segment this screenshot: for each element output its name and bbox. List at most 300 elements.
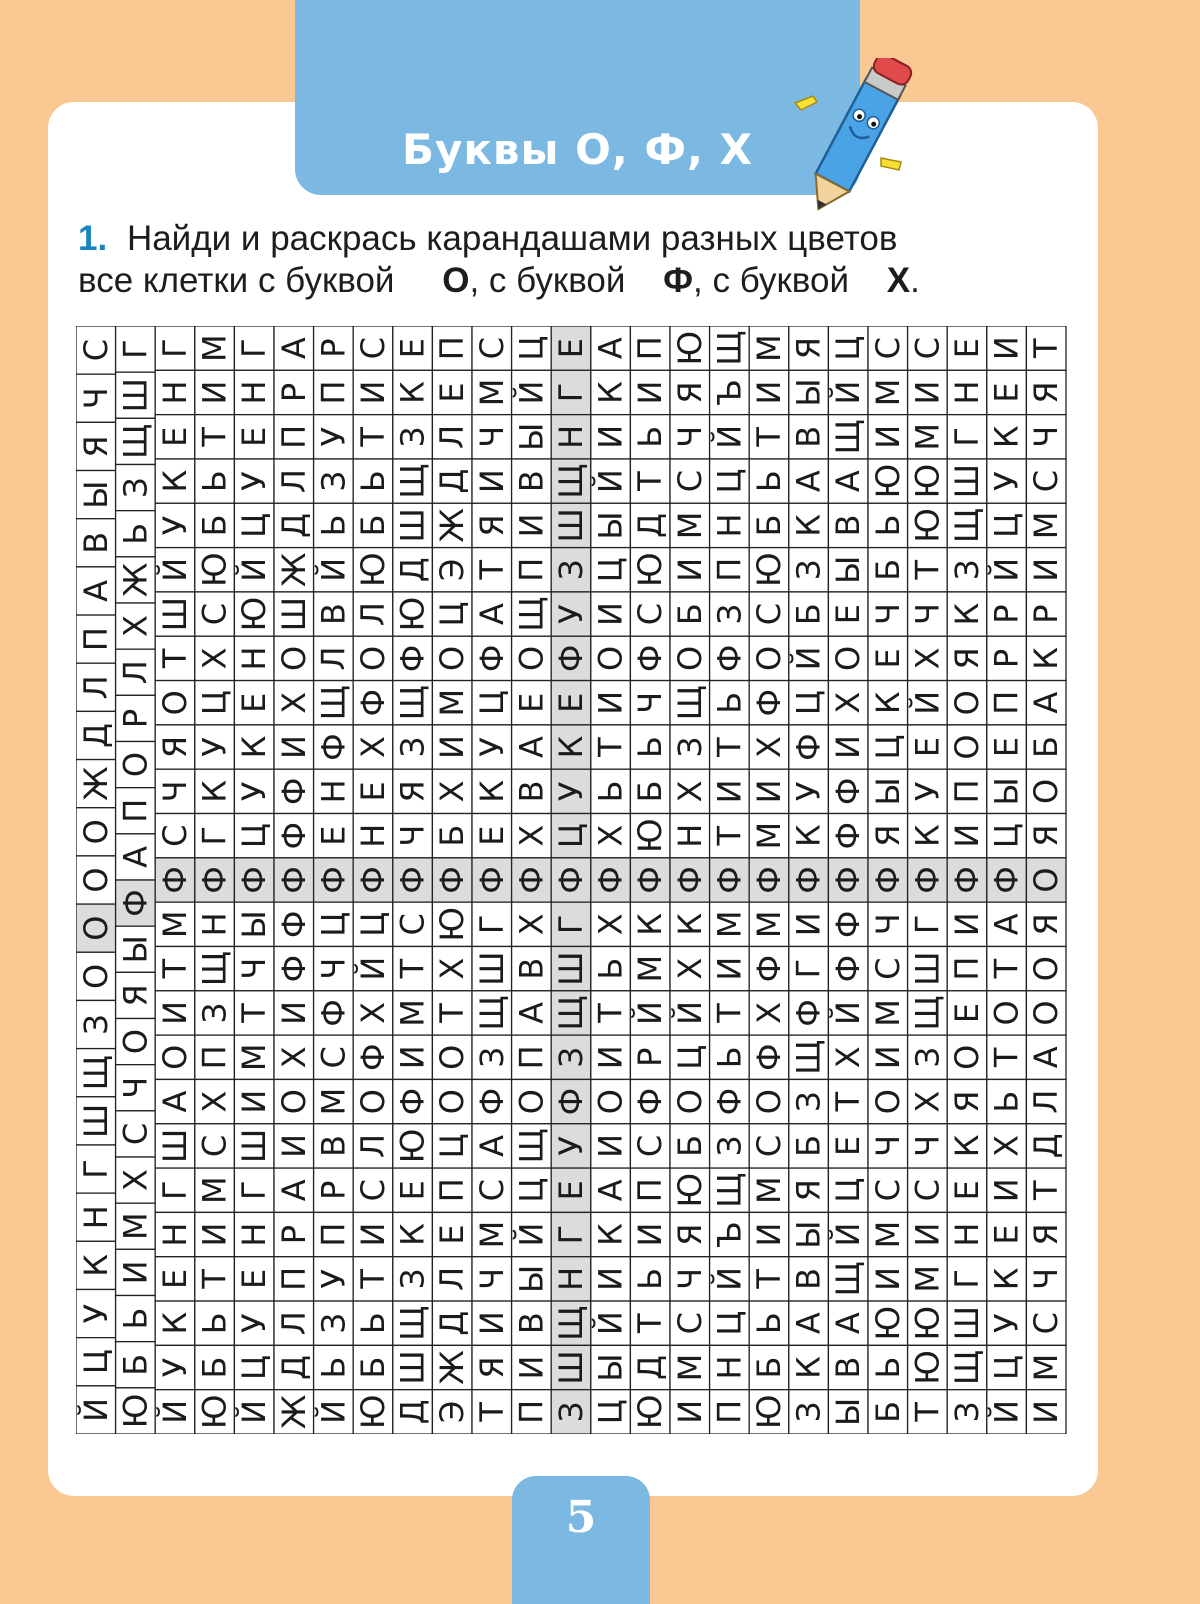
grid-letter: Ф: [116, 889, 155, 917]
grid-letter: О: [116, 1028, 155, 1055]
grid-letter: У: [908, 781, 947, 802]
grid-letter: П: [948, 956, 986, 981]
grid-letter: Ц: [710, 468, 749, 494]
grid-letter: Ю: [670, 1172, 709, 1208]
grid-letter: Й: [354, 956, 392, 981]
grid-letter: И: [631, 1222, 670, 1247]
grid-letter: А: [512, 1002, 551, 1024]
grid-letter: У: [314, 1269, 353, 1289]
grid-letter: З: [908, 1047, 947, 1068]
grid-letter: Й: [670, 1000, 709, 1025]
grid-letter: Ш: [156, 596, 194, 632]
grid-letter: И: [591, 424, 630, 449]
grid-letter: А: [472, 603, 511, 626]
grid-letter: Б: [670, 1134, 709, 1157]
grid-letter: Т: [750, 427, 788, 447]
grid-letter: Ф: [710, 866, 749, 894]
grid-letter: Т: [710, 1003, 749, 1023]
grid-letter: Е: [156, 1268, 194, 1289]
grid-letter: Н: [314, 779, 353, 804]
grid-letter: Т: [908, 559, 947, 580]
grid-letter: Ц: [987, 513, 1026, 538]
grid-letter: Ж: [76, 766, 115, 801]
grid-letter: Е: [829, 603, 868, 625]
grid-letter: К: [1027, 647, 1066, 670]
grid-letter: Н: [76, 1205, 115, 1230]
grid-letter: Щ: [393, 685, 432, 721]
grid-letter: И: [987, 1178, 1026, 1203]
grid-letter: С: [750, 602, 788, 626]
grid-letter: Ц: [710, 1310, 749, 1336]
grid-letter: М: [710, 910, 749, 939]
grid-letter: Й: [591, 1311, 630, 1336]
grid-letter: Ц: [829, 1177, 868, 1203]
task-separator-1: , с буквой: [469, 261, 626, 300]
grid-letter: А: [591, 337, 630, 360]
grid-letter: Ы: [789, 1220, 828, 1249]
grid-letter: Ь: [314, 1356, 353, 1379]
grid-letter: Х: [591, 913, 630, 936]
page-title: Буквы О, Ф, Х: [402, 125, 753, 174]
grid-letter: Г: [156, 1180, 194, 1200]
grid-letter: Ш: [472, 951, 511, 986]
grid-letter: К: [868, 691, 907, 715]
grid-letter: Ь: [195, 470, 234, 493]
grid-letter: Ь: [987, 1090, 1026, 1113]
grid-letter: Н: [948, 380, 986, 405]
grid-letter: С: [631, 602, 670, 626]
grid-letter: П: [631, 336, 670, 361]
grid-letter: Г: [235, 338, 274, 358]
grid-letter: Д: [393, 1399, 432, 1425]
grid-letter: Х: [195, 647, 234, 670]
grid-letter: Т: [631, 471, 670, 491]
grid-letter: Н: [156, 1222, 194, 1247]
grid-letter: И: [750, 380, 788, 405]
grid-letter: Й: [987, 1399, 1026, 1424]
grid-letter: Й: [156, 557, 195, 582]
grid-letter: О: [1027, 778, 1066, 804]
grid-letter: З: [393, 736, 432, 758]
grid-letter: И: [868, 424, 907, 449]
grid-letter: Ф: [750, 866, 788, 894]
grid-letter: Х: [829, 691, 868, 714]
grid-letter: Щ: [76, 1055, 115, 1091]
grid-letter: П: [948, 779, 986, 804]
grid-letter: И: [631, 380, 670, 405]
grid-letter: Б: [789, 603, 828, 626]
grid-letter: Х: [750, 1001, 788, 1024]
grid-letter: Д: [433, 1310, 472, 1336]
grid-letter: О: [274, 1089, 313, 1115]
grid-letter: Щ: [710, 330, 749, 366]
grid-letter: П: [314, 380, 353, 405]
grid-letter: К: [789, 514, 828, 537]
grid-letter: Т: [987, 958, 1026, 979]
grid-letter: И: [908, 380, 947, 405]
grid-letter: Е: [868, 648, 907, 669]
grid-letter: Н: [235, 1222, 274, 1247]
grid-letter: А: [274, 337, 313, 360]
grid-letter: Б: [670, 603, 709, 626]
grid-letter: Н: [354, 823, 392, 848]
grid-letter: Ю: [195, 1394, 234, 1430]
grid-letter: К: [195, 780, 234, 803]
grid-letter: Ф: [908, 866, 947, 894]
grid-letter: Х: [987, 1134, 1026, 1157]
grid-letter: Л: [354, 602, 392, 627]
grid-letter: Ч: [472, 425, 511, 448]
grid-letter: Б: [433, 824, 472, 847]
grid-letter: Ь: [750, 470, 788, 493]
grid-letter: К: [235, 735, 274, 759]
grid-letter: К: [987, 1267, 1026, 1291]
grid-letter: Ч: [868, 1134, 907, 1157]
grid-letter: С: [1027, 469, 1066, 493]
grid-letter: С: [472, 336, 511, 360]
grid-letter: Щ: [314, 685, 353, 721]
grid-letter: А: [116, 845, 155, 868]
grid-letter: Ц: [195, 690, 234, 716]
grid-letter: Л: [274, 469, 313, 494]
grid-letter: Й: [512, 380, 551, 405]
grid-letter: М: [472, 1220, 511, 1249]
grid-letter: Т: [829, 1091, 868, 1112]
grid-letter: И: [274, 1000, 313, 1025]
grid-letter: М: [750, 821, 788, 850]
grid-letter: З: [789, 1401, 828, 1423]
letter-grid: [76, 326, 1068, 1434]
grid-letter: Ы: [789, 378, 828, 407]
grid-letter: Т: [472, 1402, 511, 1422]
grid-letter: Б: [789, 1134, 828, 1157]
grid-letter: Ф: [710, 644, 749, 673]
grid-letter: Щ: [195, 951, 234, 987]
grid-letter: П: [116, 798, 155, 823]
grid-letter: Ф: [552, 1087, 590, 1116]
grid-letter: В: [512, 470, 551, 493]
grid-letter: И: [274, 735, 313, 760]
grid-letter: Ч: [393, 824, 432, 847]
grid-letter: И: [868, 1266, 907, 1291]
grid-letter: Г: [76, 1159, 115, 1179]
grid-letter: И: [512, 1355, 551, 1380]
grid-letter: Х: [116, 615, 155, 638]
grid-letter: Г: [472, 914, 511, 935]
grid-letter: Т: [631, 1313, 670, 1333]
grid-letter: Ф: [314, 999, 353, 1027]
grid-letter: П: [512, 1399, 551, 1424]
grid-letter: М: [750, 334, 788, 362]
grid-letter: М: [156, 910, 194, 939]
grid-letter: О: [274, 645, 313, 671]
grid-letter: Й: [710, 1266, 749, 1291]
grid-letter: К: [591, 1223, 630, 1246]
grid-letter: Т: [987, 1047, 1026, 1068]
grid-letter: Е: [314, 825, 353, 846]
grid-letter: М: [670, 511, 709, 540]
grid-letter: А: [512, 736, 551, 758]
grid-letter: У: [314, 427, 353, 447]
grid-letter: С: [670, 469, 709, 493]
grid-letter: Ю: [750, 1394, 788, 1430]
grid-letter: М: [868, 999, 907, 1027]
grid-letter: Ц: [512, 335, 551, 361]
grid-letter: Щ: [552, 1305, 590, 1341]
grid-letter: П: [76, 627, 115, 652]
grid-letter: Н: [552, 1266, 590, 1291]
grid-letter: А: [1027, 691, 1066, 714]
grid-letter: В: [314, 603, 353, 626]
grid-letter: Е: [552, 1180, 590, 1201]
grid-letter: З: [116, 477, 155, 498]
grid-letter: П: [512, 1045, 551, 1070]
grid-letter: У: [76, 1303, 115, 1324]
grid-letter: Ф: [829, 777, 868, 806]
grid-letter: С: [354, 1179, 392, 1202]
grid-letter: И: [591, 1045, 630, 1070]
grid-letter: Ш: [908, 951, 947, 986]
grid-letter: Й: [314, 557, 353, 582]
grid-letter: Р: [116, 708, 155, 729]
grid-letter: П: [512, 557, 551, 582]
target-letter-f: Ф: [663, 261, 694, 300]
grid-letter: Ж: [116, 562, 155, 598]
grid-letter: Щ: [829, 419, 868, 455]
grid-letter: Э: [433, 558, 472, 581]
grid-letter: Л: [1027, 1089, 1066, 1114]
task-number: 1.: [78, 219, 108, 258]
grid-letter: Ч: [908, 603, 947, 626]
grid-letter: О: [76, 867, 115, 893]
grid-letter: Т: [156, 648, 194, 669]
grid-letter: О: [868, 1089, 907, 1115]
task-separator-2: , с буквой: [693, 261, 850, 300]
grid-letter: Й: [829, 1000, 868, 1025]
grid-letter: Р: [1027, 604, 1066, 624]
grid-letter: О: [948, 690, 986, 716]
grid-letter: А: [1027, 1046, 1066, 1069]
grid-letter: Ф: [591, 866, 630, 894]
grid-letter: К: [393, 1223, 432, 1246]
grid-letter: Я: [868, 824, 907, 847]
grid-letter: Ф: [354, 1043, 392, 1072]
grid-letter: Л: [314, 646, 353, 671]
grid-letter: Д: [274, 512, 313, 538]
grid-letter: И: [670, 557, 709, 582]
grid-letter: Ю: [433, 907, 472, 942]
grid-letter: К: [156, 1311, 194, 1335]
grid-letter: З: [948, 559, 986, 581]
grid-letter: Е: [235, 692, 274, 713]
grid-letter: Е: [908, 736, 947, 758]
grid-letter: З: [195, 1002, 234, 1024]
grid-letter: З: [76, 1014, 115, 1035]
grid-letter: И: [591, 602, 630, 627]
grid-letter: Т: [235, 1003, 274, 1023]
grid-letter: Х: [433, 957, 472, 980]
grid-letter: П: [314, 1222, 353, 1247]
grid-letter: И: [156, 1000, 194, 1025]
grid-letter: Х: [354, 736, 392, 759]
grid-letter: Ф: [829, 910, 868, 939]
grid-letter: О: [433, 1044, 472, 1070]
grid-letter: Ы: [76, 480, 115, 509]
grid-letter: Я: [393, 780, 432, 803]
grid-letter: Х: [354, 1001, 392, 1024]
grid-letter: Ц: [987, 1355, 1026, 1380]
grid-letter: Ф: [552, 644, 590, 673]
grid-letter: Й: [235, 1399, 274, 1424]
grid-letter: П: [987, 690, 1026, 715]
grid-letter: У: [472, 737, 511, 757]
grid-letter: С: [1027, 1312, 1066, 1335]
grid-letter: Г: [116, 339, 155, 359]
grid-letter: Ю: [235, 596, 274, 632]
grid-letter: Е: [948, 1180, 986, 1201]
grid-letter: Х: [750, 736, 788, 759]
grid-letter: З: [789, 559, 828, 581]
grid-letter: Ф: [631, 644, 670, 673]
grid-letter: О: [670, 1089, 709, 1115]
grid-letter: У: [552, 604, 590, 624]
grid-letter: О: [948, 1044, 986, 1070]
grid-letter: Ф: [552, 866, 590, 894]
grid-letter: Ы: [512, 422, 551, 451]
grid-letter: П: [631, 1178, 670, 1203]
grid-letter: З: [948, 1401, 986, 1423]
grid-letter: К: [76, 1254, 115, 1277]
grid-letter: Ч: [1027, 1267, 1066, 1290]
grid-letter: Б: [868, 558, 907, 581]
grid-letter: В: [789, 1267, 828, 1290]
grid-letter: З: [552, 1401, 590, 1423]
grid-letter: Х: [908, 1090, 947, 1113]
grid-letter: Е: [433, 382, 472, 403]
grid-letter: А: [274, 1179, 313, 1202]
grid-letter: Ч: [631, 691, 670, 714]
grid-letter: У: [156, 515, 194, 536]
grid-letter: Д: [1027, 1133, 1066, 1159]
grid-letter: Ю: [750, 552, 788, 588]
grid-letter: З: [789, 1091, 828, 1112]
grid-letter: Ч: [670, 425, 709, 448]
grid-letter: Ш: [76, 1103, 115, 1138]
grid-letter: Ф: [829, 866, 868, 894]
grid-letter: В: [512, 780, 551, 803]
grid-letter: Б: [354, 514, 392, 537]
grid-letter: Ю: [116, 1393, 155, 1429]
grid-letter: Ф: [274, 866, 313, 894]
grid-letter: Т: [156, 958, 194, 979]
grid-letter: Ь: [750, 1312, 788, 1335]
grid-letter: Н: [670, 823, 709, 848]
grid-letter: Ф: [433, 866, 472, 894]
grid-letter: Х: [908, 647, 947, 670]
grid-letter: Д: [274, 1355, 313, 1381]
grid-letter: Р: [987, 604, 1026, 624]
grid-letter: Г: [908, 914, 947, 935]
grid-letter: Т: [433, 1003, 472, 1023]
grid-letter: А: [789, 1312, 828, 1335]
grid-letter: И: [591, 1266, 630, 1291]
grid-letter: Ч: [908, 1134, 947, 1157]
grid-letter: З: [393, 426, 432, 448]
grid-letter: М: [195, 334, 234, 362]
grid-letter: С: [908, 1179, 947, 1202]
grid-letter: Ф: [274, 821, 313, 850]
grid-letter: И: [195, 1222, 234, 1247]
grid-letter: Х: [274, 691, 313, 714]
grid-letter: Т: [472, 559, 511, 580]
grid-letter: Е: [948, 338, 986, 359]
grid-letter: О: [116, 751, 155, 778]
grid-letter: Р: [274, 1224, 313, 1245]
grid-letter: И: [472, 1311, 511, 1336]
grid-letter: Ж: [433, 508, 472, 543]
grid-letter: Ы: [512, 1264, 551, 1293]
grid-letter: Ш: [948, 1306, 986, 1341]
grid-letter: З: [710, 603, 749, 625]
grid-letter: О: [1027, 1000, 1066, 1026]
grid-letter: А: [987, 913, 1026, 936]
grid-letter: И: [472, 469, 511, 494]
grid-letter: Е: [393, 1180, 432, 1201]
grid-letter: И: [948, 912, 986, 937]
grid-letter: Т: [195, 1269, 234, 1289]
grid-letter: Б: [750, 514, 788, 537]
grid-letter: М: [670, 1353, 709, 1382]
grid-letter: Ь: [868, 514, 907, 537]
grid-letter: О: [750, 645, 788, 671]
grid-letter: Г: [552, 382, 590, 403]
grid-letter: Т: [908, 1402, 947, 1422]
grid-letter: Т: [354, 1269, 392, 1289]
grid-letter: Ф: [789, 866, 828, 894]
grid-letter: З: [472, 1047, 511, 1068]
grid-letter: С: [314, 1046, 353, 1069]
grid-letter: Й: [829, 1222, 868, 1247]
grid-letter: Щ: [116, 423, 155, 459]
grid-letter: О: [948, 734, 986, 760]
grid-letter: Й: [156, 1399, 194, 1424]
grid-letter: Ц: [591, 557, 630, 583]
grid-letter: Ж: [274, 1394, 313, 1430]
grid-letter: З: [393, 1268, 432, 1290]
grid-letter: Й: [987, 557, 1026, 582]
task-line-2: [78, 260, 1088, 302]
grid-letter: Б: [354, 1356, 392, 1379]
grid-letter: А: [829, 1312, 868, 1335]
grid-letter: З: [670, 736, 709, 758]
grid-letter: О: [354, 645, 392, 671]
grid-letter: Ч: [868, 913, 907, 936]
grid-letter: С: [670, 1312, 709, 1335]
grid-letter: Ч: [116, 1076, 155, 1099]
grid-letter: И: [868, 1045, 907, 1070]
grid-letter: Ь: [116, 522, 155, 545]
grid-letter: О: [76, 963, 115, 989]
grid-letter: Я: [1027, 913, 1066, 936]
grid-letter: Р: [274, 382, 313, 403]
grid-letter: Ь: [710, 691, 749, 714]
target-letter-h: Х: [886, 261, 911, 300]
grid-letter: Ц: [868, 734, 907, 760]
grid-letter: И: [1027, 1399, 1066, 1424]
grid-letter: Е: [354, 781, 392, 802]
grid-letter: З: [552, 559, 590, 581]
grid-letter: Ю: [354, 1394, 392, 1430]
